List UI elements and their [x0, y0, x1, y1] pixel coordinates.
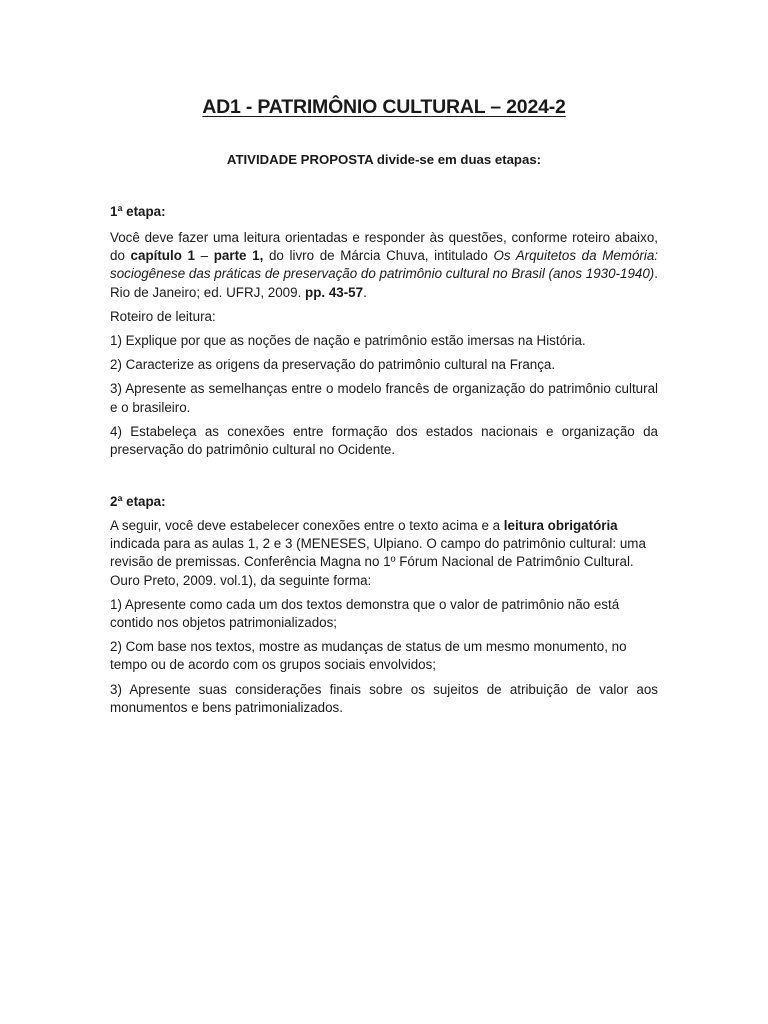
task-item: 3) Apresente suas considerações finais sobre os sujeitos de atribuição de valor aos monumentos e bens patrimonializados. [110, 681, 658, 715]
etapa-2-intro [110, 517, 658, 590]
etapa-1-intro-text-1: Você deve fazer uma leitura orientadas e responder às questões, conforme roteiro abaixo, do [110, 230, 658, 264]
etapa-1-intro-pages: pp. 43-57 [305, 284, 364, 300]
task-item: 2) Com base nos textos, mostre as mudanças de status de um mesmo monumento, no tempo ou de acordo com os grupos sociais envolvidos; [110, 639, 627, 673]
question-item: 3) Apresente as semelhanças entre o modelo francês de organização do patrimônio cultural e o brasileiro. [110, 381, 658, 415]
document-title: AD1 - PATRIMÔNIO CULTURAL – 2024-2 [202, 96, 566, 118]
etapa-1-intro-text-4: . Rio de Janeiro; ed. UFRJ, 2009. [110, 266, 658, 300]
question-item: 4) Estabeleça as conexões entre formação dos estados nacionais e organização da preservação do patrimônio cultural no Ocidente. [110, 423, 658, 458]
question-item: 2) Caracterize as origens da preservação do patrimônio cultural na França. [110, 357, 556, 373]
etapa-1-intro-part: parte 1, [213, 248, 264, 264]
etapa-1-intro-text-2: – [194, 248, 214, 264]
etapa-2-intro-text-1: A seguir, você deve estabelecer conexões entre o texto acima e a [110, 518, 504, 533]
etapa-2-body [110, 517, 658, 723]
task-item: 1) Apresente como cada um dos textos demonstra que o valor de patrimônio não está contido nos objetos patrimonializados; [110, 596, 620, 631]
etapa-1-intro [110, 229, 658, 302]
etapa-1-section [110, 203, 658, 221]
etapa-2-intro-required-reading: leitura obrigatória [503, 518, 618, 533]
etapa-2-intro-text-2: indicada para as aulas 1, 2 e 3 (MENESES, Ulpiano. O campo do patrimônio cultural: uma revisão de premissas. Conferência Magna no 1º Fórum Nacional de Patrimônio Cultural. Ouro Preto, 2009. vol.1), da seguinte forma: [110, 536, 646, 588]
document-subtitle: ATIVIDADE PROPOSTA divide-se em duas etapas: [226, 152, 542, 167]
etapa-1-intro-book-title: Os Arquitetos da Memória: sociogênese das práticas de preservação do patrimônio cultural no Brasil (anos 1930-1940) [110, 248, 659, 282]
etapa-1-body [110, 229, 658, 465]
roteiro-label: Roteiro de leitura: [110, 308, 216, 324]
question-item: 1) Explique por que as noções de nação e patrimônio estão imersas na História. [110, 333, 586, 349]
etapa-1-intro-text-5: . [363, 284, 367, 300]
etapa-1-heading: 1ª etapa: [110, 204, 166, 219]
etapa-1-intro-text-3: do livro de Márcia Chuva, intitulado [263, 248, 494, 264]
etapa-2-section [110, 493, 658, 511]
etapa-2-heading: 2ª etapa: [110, 494, 166, 509]
etapa-1-intro-chapter: capítulo 1 [130, 248, 195, 264]
